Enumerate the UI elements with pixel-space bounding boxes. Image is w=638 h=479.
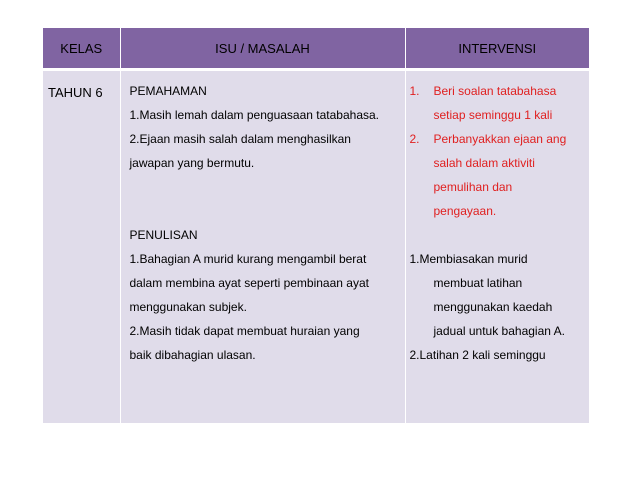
penulisan-line: dalam membina ayat seperti pembinaan ayat bbox=[129, 276, 369, 290]
penulisan-line: baik dibahagian ulasan. bbox=[129, 348, 256, 362]
isu-cell bbox=[120, 70, 405, 424]
item-text-cont: setiap seminggu 1 kali bbox=[433, 108, 553, 122]
header-isu-masalah: ISU / MASALAH bbox=[120, 28, 405, 70]
item-number: 1. bbox=[409, 84, 420, 98]
item-text-cont: salah dalam aktiviti bbox=[433, 156, 535, 170]
pemahaman-title: PEMAHAMAN bbox=[129, 84, 207, 98]
spacer bbox=[410, 223, 590, 247]
header-kelas: KELAS bbox=[43, 28, 120, 70]
penulisan-line: menggunakan subjek. bbox=[129, 300, 247, 314]
penulisan-intervensi-line: membuat latihan bbox=[433, 276, 523, 290]
penulisan-intervensi-line: menggunakan kaedah bbox=[433, 300, 553, 314]
penulisan-line: 1.Bahagian A murid kurang mengambil berat bbox=[129, 252, 367, 266]
item-number: 2. bbox=[409, 132, 420, 146]
header-row bbox=[43, 28, 589, 70]
intervensi-cell bbox=[405, 70, 589, 424]
item-text: Perbanyakkan ejaan ang bbox=[433, 132, 567, 146]
header-intervensi: INTERVENSI bbox=[405, 28, 589, 70]
pemahaman-line: 1.Masih lemah dalam penguasaan tatabahasa. bbox=[129, 108, 380, 122]
item-text-cont: pengayaan. bbox=[433, 204, 497, 218]
item-text-cont: pemulihan dan bbox=[433, 180, 513, 194]
kelas-cell: TAHUN 6 bbox=[43, 70, 120, 424]
intervensi-item-2 bbox=[410, 127, 590, 151]
penulisan-line: 2.Masih tidak dapat membuat huraian yang bbox=[129, 324, 360, 338]
penulisan-intervensi-line: 2.Latihan 2 kali seminggu bbox=[409, 348, 546, 362]
table-row bbox=[43, 70, 589, 424]
pemahaman-line: jawapan yang bermutu. bbox=[129, 156, 255, 170]
spacer bbox=[130, 175, 405, 223]
pemahaman-line: 2.Ejaan masih salah dalam menghasilkan bbox=[129, 132, 351, 146]
penulisan-intervensi-line: 1.Membiasakan murid bbox=[409, 252, 528, 266]
penulisan-title: PENULISAN bbox=[129, 228, 198, 242]
intervention-table bbox=[43, 28, 589, 423]
intervensi-item-1 bbox=[410, 79, 590, 103]
item-text: Beri soalan tatabahasa bbox=[433, 84, 557, 98]
penulisan-intervensi-line: jadual untuk bahagian A. bbox=[433, 324, 565, 338]
